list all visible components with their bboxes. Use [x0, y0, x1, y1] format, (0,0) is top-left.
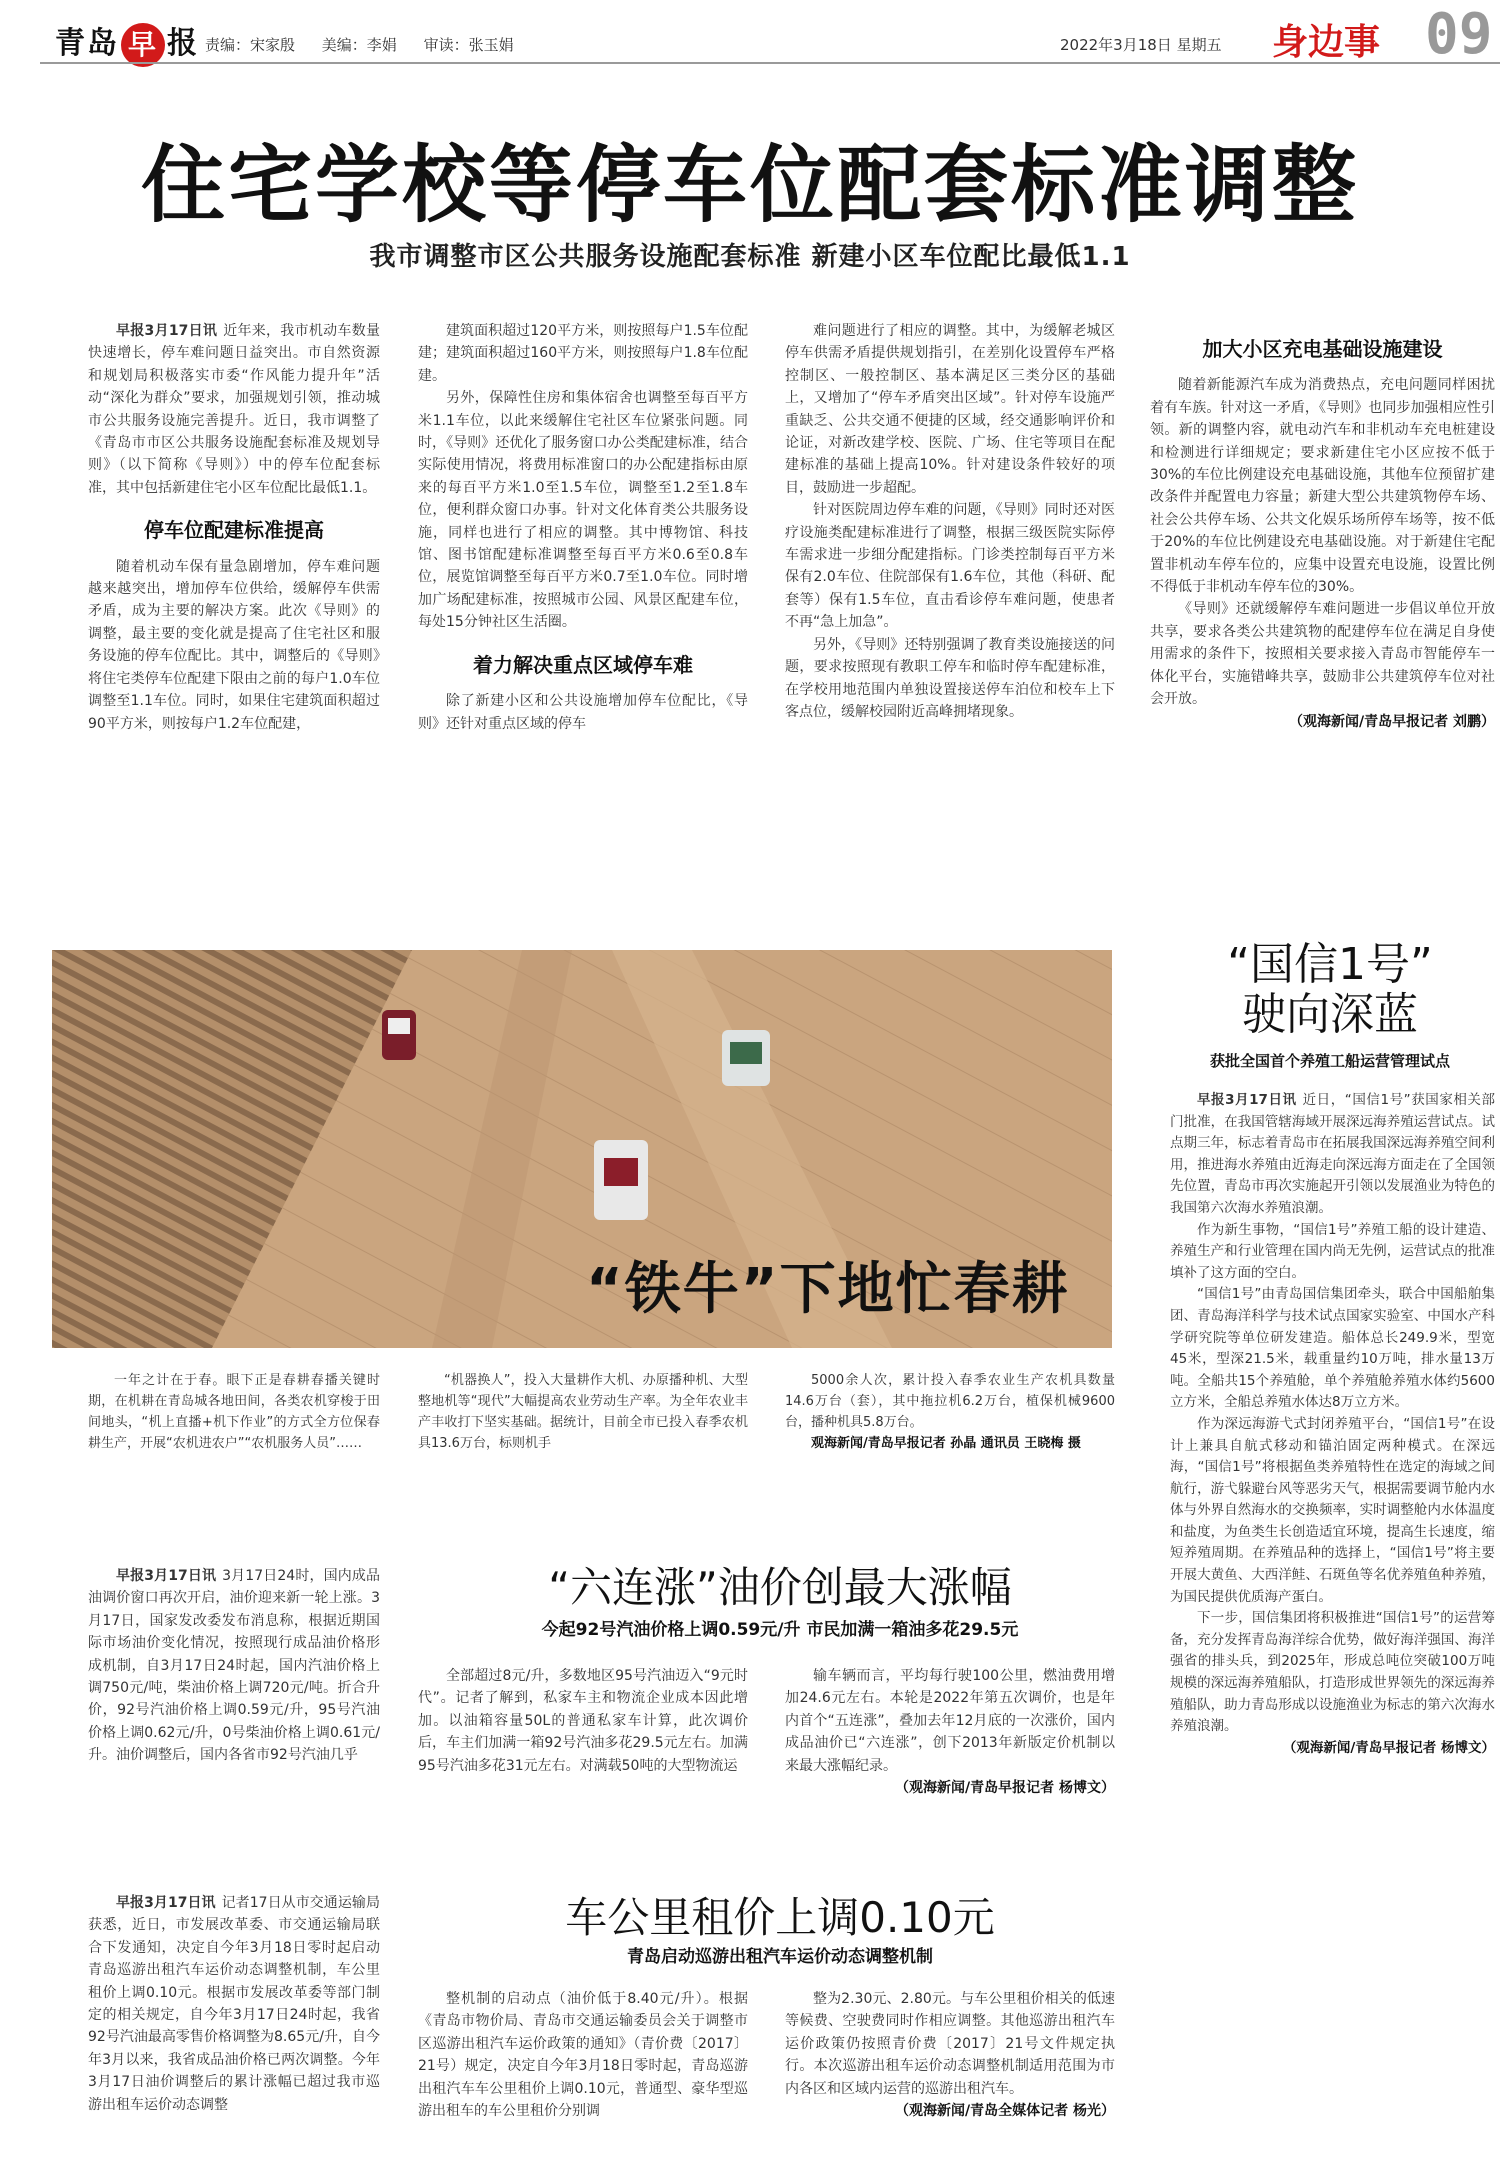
oil-column-2	[418, 1665, 748, 1845]
paragraph: 输车辆而言，平均每行驶100公里，燃油费用增加24.6元左右。本轮是2022年第五次调价，也是年内首个“五连涨”，叠加去年12月底的一次涨价，国内成品油价已“六连涨”，创下2013年新版定价机制以来最大涨幅纪录。	[785, 1668, 1115, 1774]
photo-text-3	[785, 1370, 1115, 1500]
proofreader: 审读：张玉娟	[423, 36, 514, 54]
photo-credit: 观海新闻/青岛早报记者 孙晶 通讯员 王晓梅 摄	[811, 1436, 1081, 1451]
taxi-column-2	[418, 1988, 748, 2158]
paragraph: 作为新生事物，“国信1号”养殖工船的设计建造、养殖生产和行业管理在国内尚无先例，运营试点的批准填补了这方面的空白。	[1170, 1221, 1495, 1281]
dateline: 早报3月17日讯	[116, 323, 218, 339]
logo-text: 青岛	[55, 26, 119, 61]
taxi-column-3	[785, 1988, 1115, 2158]
photo-caption: “铁牛”下地忙春耕	[586, 1257, 1070, 1322]
paragraph: 整为2.30元、2.80元。与车公里租价相关的低速等候费、空驶费同时作相应调整。其他巡游出租汽车运价政策仍按照青价费〔2017〕21号文件规定执行。本次巡游出租车运价动态调整机制适用范围为市内各区和区域内运营的巡游出租汽车。	[785, 1991, 1115, 2097]
paragraph: 另外，保障性住房和集体宿舍也调整至每百平方米1.1车位，以此来缓解住宅社区车位紧张问题。同时，《导则》还优化了服务窗口办公类配建标准，结合实际使用情况，将费用标准窗口的办公配建指标由原来的每百平方米1.0至1.5车位，调整至1.2至1.8车位，便利群众窗口办事。针对文化体育类公共服务设施，同样也进行了相应的调整。其中博物馆、科技馆、图书馆配建标准调整至每百平方米0.6至0.8车位，展览馆调整至每百平方米0.7至1.0车位。同时增加广场配建标准，按照城市公园、风景区配建车位，每处15分钟社区生活圈。	[418, 390, 748, 631]
taxi-subhead: 青岛启动巡游出租汽车运价动态调整机制	[627, 1947, 933, 1967]
dateline: 早报3月17日讯	[116, 1568, 217, 1584]
paragraph: 一年之计在于春。眼下正是春耕春播关键时期，在机耕在青岛城各地田间，各类农机穿梭于田间地头，“机上直播+机下作业”的方式全方位保春耕生产，开展“农机进农户”“农机服务人员”……	[88, 1373, 380, 1451]
byline: （观海新闻/青岛早报记者 刘鹏）	[1289, 713, 1495, 730]
paragraph: 近日，“国信1号”获国家相关部门批准，在我国管辖海域开展深远海养殖运营试点。试点期三年，标志着青岛市在拓展我国深远海养殖空间利用，推进海水养殖由近海走向深远海方面走在了全国领先位置，青岛市再次实施起开引领以发展渔业为特色的我国第六次海水养殖浪潮。	[1170, 1092, 1495, 1216]
paragraph: 近年来，我市机动车数量快速增长，停车难问题日益突出。市自然资源和规划局积极落实市委“作风能力提升年”活动“深化为群众”要求，加强规划引领，推动城市公共服务设施完善提升。近日，我市调整了《青岛市市区公共服务设施配套标准及规划导则》（以下简称《导则》）中的停车位配套标准，其中包括新建住宅小区车位配比最低1.1。	[88, 323, 380, 496]
byline: （观海新闻/青岛全媒体记者 杨光）	[895, 2103, 1115, 2120]
paragraph: 3月17日24时，国内成品油调价窗口再次开启，油价迎来新一轮上涨。3月17日，国家发改委发布消息称，根据近期国际市场油价变化情况，按照现行成品油价格形成机制，自3月17日24时起，国内汽油价格上调750元/吨，柴油价格上调720元/吨。折合升价，92号汽油价格上调0.59元/升，95号汽油价格上调0.62元/升，0号柴油价格上调0.61元/升。油价调整后，国内各省市92号汽油几乎	[88, 1568, 380, 1764]
designer: 美编：李娟	[321, 36, 397, 54]
editor-credits	[205, 34, 536, 55]
subheading: 着力解决重点区域停车难	[473, 652, 693, 677]
oil-column-1	[88, 1565, 380, 1835]
dateline: 早报3月17日讯	[1197, 1092, 1297, 1108]
oil-column-3	[785, 1665, 1115, 1845]
paragraph: 下一步，国信集团将积极推进“国信1号”的运营筹备，充分发挥青岛海洋综合优势，做好海洋强国、海洋强省的排头兵，到2025年，形成总吨位突破100万吨规模的深远海养殖船队，打造形成世界领先的深远海养殖船队，助力青岛形成以设施渔业为标志的第六次海水养殖浪潮。	[1170, 1610, 1495, 1735]
paragraph: “机器换人”，投入大量耕作大机、办原播种机、大型整地机等“现代”大幅提高农业劳动生产率。为全年农业丰产丰收打下坚实基础。据统计，目前全市已投入春季农机具13.6万台，标则机手	[418, 1373, 748, 1451]
logo-zao-seal: 早	[121, 23, 165, 67]
paragraph: 《导则》还就缓解停车难问题进一步倡议单位开放共享，要求各类公共建筑物的配建停车位在满足自身使用需求的条件下，按照相关要求接入青岛市智能停车一体化平台，实施错峰共享，鼓励非公共建筑停车位对社会开放。	[1150, 601, 1495, 708]
tractor-3	[594, 1140, 648, 1220]
paragraph: 建筑面积超过120平方米，则按照每户1.5车位配建；建筑面积超过160平方米，则按照每户1.8车位配建。	[418, 323, 748, 384]
paragraph: 记者17日从市交通运输局获悉，近日，市发展改革委、市交通运输局联合下发通知，决定自今年3月18日零时起启动青岛巡游出租汽车运价动态调整机制，车公里租价上调0.10元。根据市发展改革委等部门制定的相关规定，自今年3月17日24时起，我省92号汽油最高零售价格调整为8.65元/升，自今年3月以来，我省成品油价格已两次调整。今年3月17日油价调整后的累计涨幅已超过我市巡游出租车运价动态调整	[88, 1895, 380, 2113]
paragraph: 作为深远海游弋式封闭养殖平台，“国信1号”在设计上兼具自航式移动和锚泊固定两种模式。在深远海，“国信1号”将根据鱼类养殖特性在选定的海域之间航行，游弋躲避台风等恶劣天气，根据需要调节舱内水体与外界自然海水的交换频率，实时调整舱内水体温度和盐度，为鱼类生长创造适宜环境，提高生长速度，缩短养殖周期。在养殖品种的选择上，“国信1号”将主要开展大黄鱼、大西洋鲑、石斑鱼等名优养殖鱼种养殖，为国民提供优质海产蛋白。	[1170, 1415, 1495, 1605]
issue-date: 2022年3月18日 星期五	[1060, 36, 1222, 54]
lead-column-4	[1150, 330, 1495, 870]
paragraph: 全部超过8元/升，多数地区95号汽油迈入“9元时代”。记者了解到，私家车主和物流企业成本因此增加。以油箱容量50L的普通私家车计算，此次调价后，车主们加满一箱92号汽油多花29.5元左右。加满95号汽油多花31元左右。对满载50吨的大型物流运	[418, 1668, 748, 1774]
subheading: 停车位配建标准提高	[144, 518, 324, 543]
header-divider	[40, 62, 1500, 64]
headline-line: 驶向深蓝	[1242, 989, 1418, 1040]
guoxin-headline	[1160, 940, 1500, 1040]
guoxin-subhead: 获批全国首个养殖工船运营管理试点	[1209, 1052, 1450, 1070]
newspaper-logo	[55, 18, 199, 67]
guoxin-body	[1170, 1090, 1495, 2150]
oil-subhead: 今起92号汽油价格上调0.59元/升 市民加满一箱油多花29.5元	[541, 1620, 1019, 1640]
lead-column-2	[418, 320, 748, 865]
subheading: 加大小区充电基础设施建设	[1202, 337, 1443, 361]
paragraph: 随着新能源汽车成为消费热点，充电问题同样困扰着有车族。针对这一矛盾，《导则》也同步加强相应性引领。新的调整内容，就电动汽车和非机动车充电桩建设和检测进行详细规定；要求新建住宅小区应按不低于30%的车位比例建设充电基础设施，其他车位预留扩建改条件并配置电力容量；新建大型公共建筑物停车场、社会公共停车场、公共文化娱乐场所停车场等，按不低于20%的车位比例建设充电基础设施。对于新建住宅配置非机动车停车位的，应集中设置充电设施，设置比例不得低于非机动车停车位的30%。	[1150, 377, 1495, 596]
taxi-headline: 车公里租价上调0.10元	[565, 1893, 995, 1942]
paragraph: 5000余人次，累计投入春季农业生产农机具数量14.6万台（套），其中拖拉机6.2万台，植保机械9600台，播种机具5.8万台。	[785, 1373, 1115, 1430]
lead-headline: 住宅学校等停车位配套标准调整	[140, 136, 1359, 234]
paragraph: “国信1号”由青岛国信集团牵头，联合中国船舶集团、青岛海洋科学与技术试点国家实验室、中国水产科学研究院等单位研发建造。船体总长249.9米，型宽45米，型深21.5米，载重量约10万吨，排水量13万吨。全船共15个养殖舱，单个养殖舱养殖水体约5600立方米，全船总养殖水体达8万立方米。	[1170, 1286, 1495, 1411]
tractor-1	[382, 1010, 416, 1060]
paragraph: 除了新建小区和公共设施增加停车位配比，《导则》还针对重点区域的停车	[418, 693, 748, 732]
headline-line: “国信1号”	[1227, 939, 1433, 990]
photo-text-2	[418, 1370, 748, 1490]
dateline: 早报3月17日讯	[116, 1895, 216, 1911]
lead-subhead: 我市调整市区公共服务设施配套标准 新建小区车位配比最低1.1	[369, 242, 1131, 272]
paragraph: 随着机动车保有量急剧增加，停车难问题越来越突出，增加停车位供给，缓解停车供需矛盾，成为主要的解决方案。此次《导则》的调整，最主要的变化就是提高了住宅社区和服务设施的停车位配比。其中，调整后的《导则》将住宅类停车位配建下限由之前的每户1.0车位调整至1.1车位。同时，如果住宅建筑面积超过90平方米，则按每户1.2车位配建，	[88, 558, 380, 732]
page-number: 09	[1425, 2, 1493, 67]
oil-headline: “六连涨”油价创最大涨幅	[548, 1563, 1012, 1612]
editor: 责编：宋家殷	[205, 36, 296, 54]
lead-column-1	[88, 320, 380, 865]
paragraph: 针对医院周边停车难的问题，《导则》同时还对医疗设施类配建标准进行了调整，根据三级医院实际停车需求进一步细分配建指标。门诊类控制每百平方米保有2.0车位、住院部保有1.6车位，其他（科研、配套等）保有1.5车位，直击看诊停车难问题，使患者不再“急上加急”。	[785, 502, 1115, 631]
section-title: 身边事	[1272, 22, 1381, 63]
paragraph: 难问题进行了相应的调整。其中，为缓解老城区停车供需矛盾提供规划指引，在差别化设置停车严格控制区、一般控制区、基本满足区三类分区的基础上，又增加了“停车矛盾突出区域”。针对停车设施严重缺乏、公共交通不便捷的区域，经交通影响评价和论证，对新改建学校、医院、广场、住宅等项目在配建标准的基础上提高10%。针对建设条件较好的项目，鼓励进一步超配。	[785, 323, 1115, 496]
lead-column-3	[785, 320, 1115, 865]
paragraph: 整机制的启动点（油价低于8.40元/升）。根据《青岛市物价局、青岛市交通运输委员会关于调整市区巡游出租汽车运价政策的通知》（青价费〔2017〕21号）规定，决定自今年3月18日零时起，青岛巡游出租汽车车公里租价上调0.10元，普通型、豪华型巡游出租车的车公里租价分别调	[418, 1991, 748, 2120]
taxi-column-1	[88, 1892, 380, 2154]
paragraph: 另外，《导则》还特别强调了教育类设施接送的问题，要求按照现有教职工停车和临时停车配建标准，在学校用地范围内单独设置接送停车泊位和校车上下客点位，缓解校园附近高峰拥堵现象。	[785, 636, 1115, 720]
photo-text-1	[88, 1370, 380, 1490]
tractor-2	[722, 1030, 770, 1086]
byline: （观海新闻/青岛早报记者 杨博文）	[895, 1780, 1115, 1797]
byline: （观海新闻/青岛早报记者 杨博文）	[1282, 1739, 1495, 1756]
logo-text: 报	[167, 26, 199, 61]
